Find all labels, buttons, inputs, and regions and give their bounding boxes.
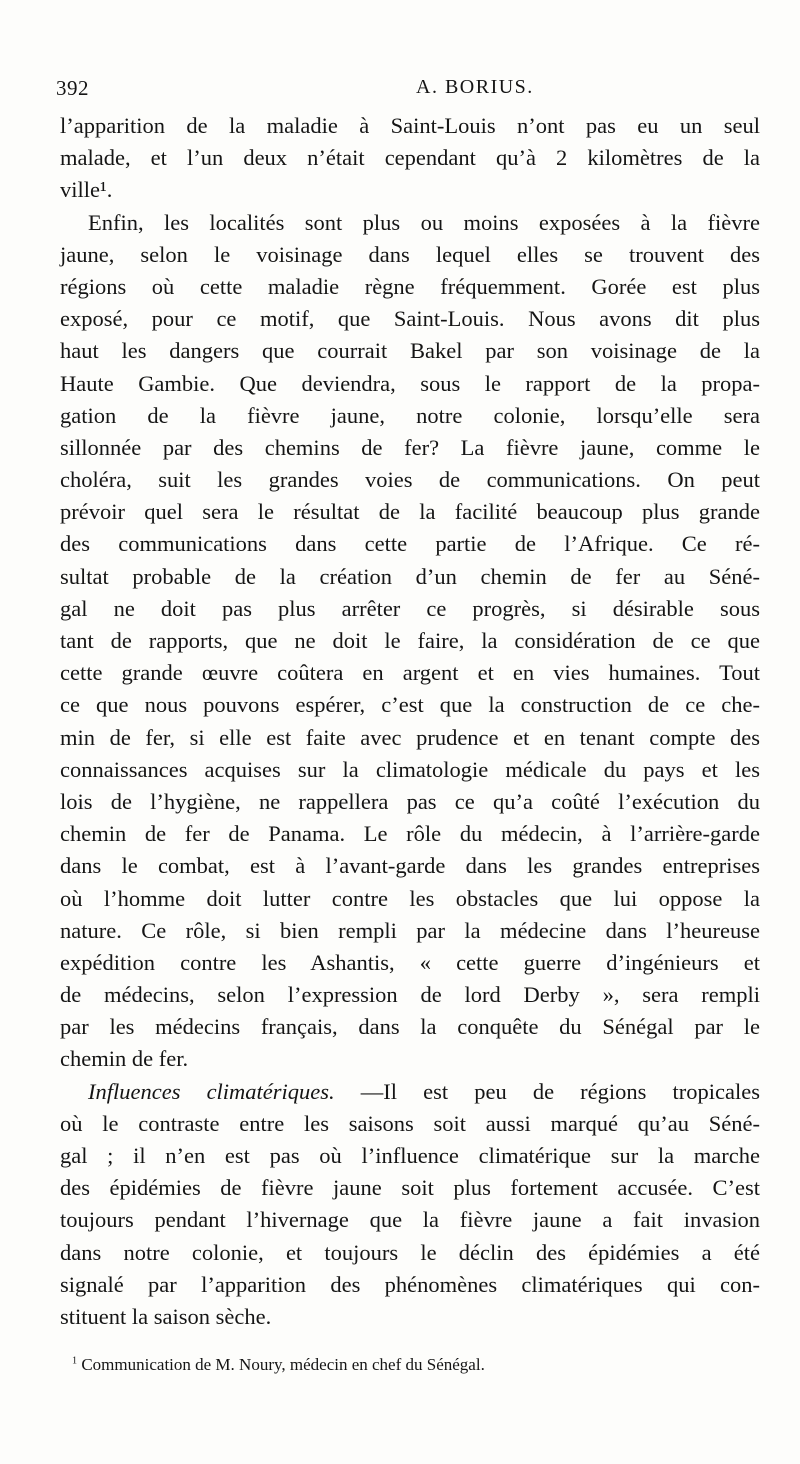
text-line: jaune, selon le voisinage dans lequel elles se trouvent des xyxy=(60,241,760,267)
text-line: gation de la fièvre jaune, notre colonie, lorsqu’elle sera xyxy=(60,402,760,428)
text-line: gal ; il n’en est pas où l’influence climatérique sur la marche xyxy=(60,1143,760,1168)
running-head xyxy=(56,76,756,104)
text-line: exposé, pour ce motif, que Saint-Louis. Nous avons dit plus xyxy=(60,306,760,332)
text-line: min de fer, si elle est faite avec prudence et en tenant compte des xyxy=(60,724,760,750)
text-line: où le contraste entre les saisons soit aussi marqué qu’au Séné- xyxy=(60,1110,760,1136)
text-line: haut les dangers que courrait Bakel par son voisinage de la xyxy=(60,338,760,364)
text-line: dans le combat, est à l’avant-garde dans les grandes entreprises xyxy=(60,853,760,879)
text-line: sultat probable de la création d’un chemin de fer au Séné- xyxy=(60,563,760,589)
text-line: ce que nous pouvons espérer, c’est que la construction de ce che- xyxy=(60,692,760,718)
text-line: cette grande œuvre coûtera en argent et en vies humaines. Tout xyxy=(60,660,760,686)
text-line: tant de rapports, que ne doit le faire, la considération de ce que xyxy=(60,628,760,653)
text-line: où l’homme doit lutter contre les obstacles que lui oppose la xyxy=(60,885,760,911)
footnote-text: Communication de M. Noury, médecin en chef du Sénégal. xyxy=(81,1355,485,1374)
text-line: par les médecins français, dans la conquête du Sénégal par le xyxy=(60,1014,760,1040)
text-line: gal ne doit pas plus arrêter ce progrès, si désirable sous xyxy=(60,595,760,621)
paragraph-first-line: Enfin, les localités sont plus ou moins exposées à la fièvre xyxy=(88,209,760,235)
text-line: l’apparition de la maladie à Saint-Louis n’ont pas eu un seul xyxy=(60,113,760,138)
text-line: connaissances acquises sur la climatologie médicale du pays et les xyxy=(60,756,760,782)
text-line: ville¹. xyxy=(60,177,113,203)
text-line: toujours pendant l’hivernage que la fièvre jaune a fait invasion xyxy=(60,1207,760,1233)
text-line: expédition contre les Ashantis, « cette guerre d’ingénieurs et xyxy=(60,949,760,975)
text-line: de médecins, selon l’expression de lord Derby », sera rempli xyxy=(60,982,760,1008)
footnote-marker: 1 xyxy=(72,1355,78,1367)
text-line: malade, et l’un deux n’était cependant qu’à 2 kilomètres de la xyxy=(60,145,760,171)
running-title: A. BORIUS. xyxy=(416,76,534,98)
text-line: choléra, suit les grandes voies de communications. On peut xyxy=(60,467,760,493)
body-text xyxy=(60,110,760,1333)
text-line: des communications dans cette partie de l’Afrique. Ce ré- xyxy=(60,531,760,557)
page-number: 392 xyxy=(56,76,89,100)
footnote xyxy=(72,1355,485,1375)
text-line: des épidémies de fièvre jaune soit plus fortement accusée. C’est xyxy=(60,1175,760,1201)
text-line: prévoir quel sera le résultat de la facilité beaucoup plus grande xyxy=(60,499,760,525)
text-line: Haute Gambie. Que deviendra, sous le rapport de la propa- xyxy=(60,370,760,396)
text-line: signalé par l’apparition des phénomènes climatériques qui con- xyxy=(60,1271,760,1297)
text-line: chemin de fer. xyxy=(60,1046,189,1072)
section-first-line xyxy=(60,1076,760,1108)
text-line: stituent la saison sèche. xyxy=(60,1303,272,1329)
text-line: nature. Ce rôle, si bien rempli par la médecine dans l’heureuse xyxy=(60,917,760,943)
section-heading: Influences climatériques. xyxy=(88,1078,335,1104)
text-line: régions où cette maladie règne fréquemment. Gorée est plus xyxy=(60,273,760,299)
text-line: lois de l’hygiène, ne rappellera pas ce qu’a coûté l’exécution du xyxy=(60,788,760,814)
text-line: dans notre colonie, et toujours le déclin des épidémies a été xyxy=(60,1239,760,1265)
section-first-line-text: —Il est peu de régions tropicales xyxy=(334,1078,760,1104)
text-line: sillonnée par des chemins de fer? La fièvre jaune, comme le xyxy=(60,434,760,460)
text-line: chemin de fer de Panama. Le rôle du médecin, à l’arrière-garde xyxy=(60,821,760,847)
